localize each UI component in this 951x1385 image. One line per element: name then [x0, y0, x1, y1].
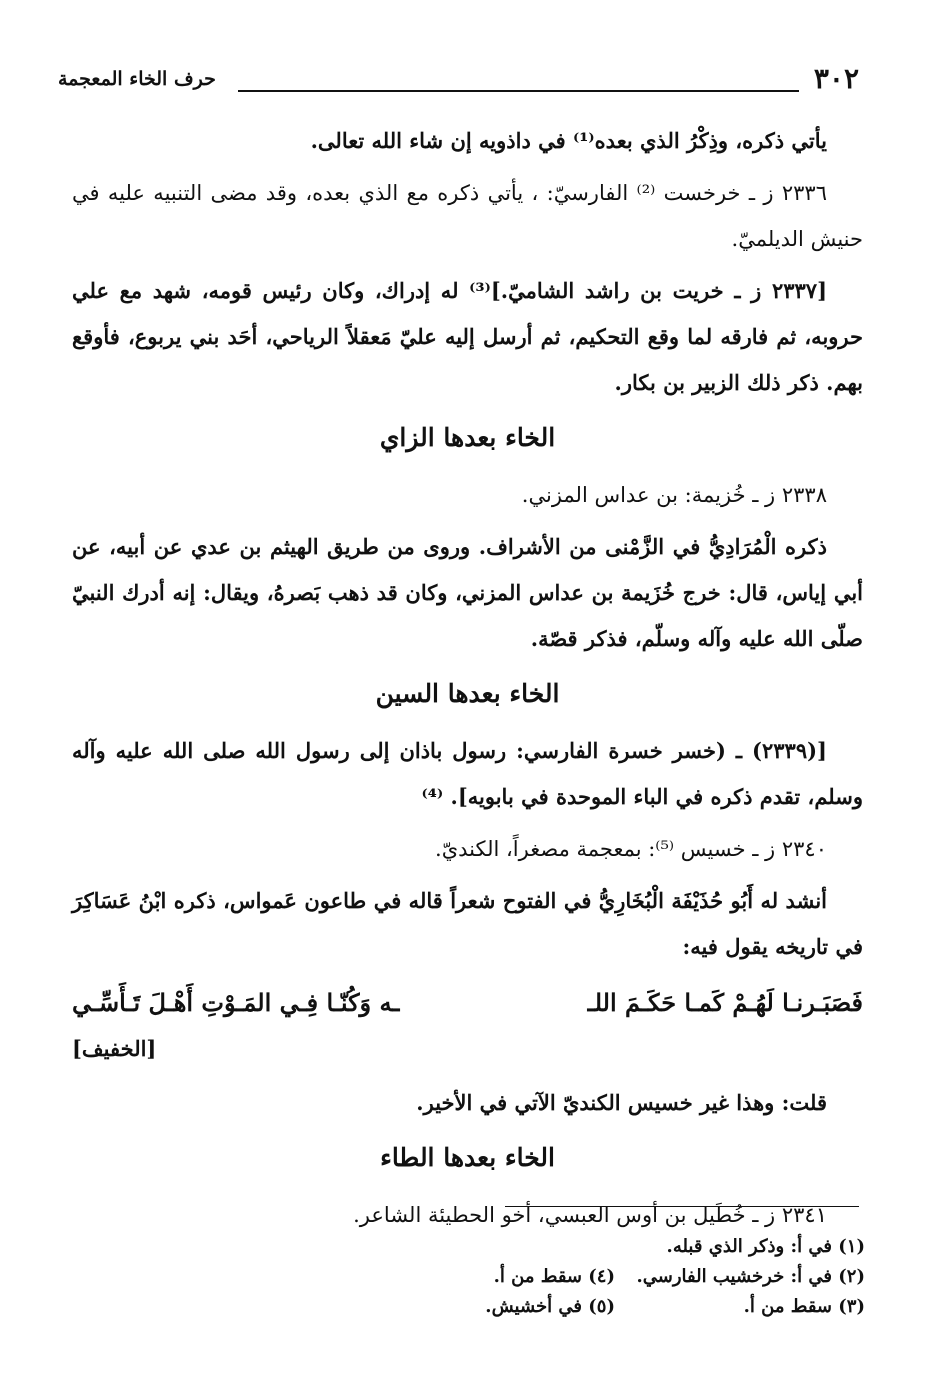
footnotes: [345, 1232, 865, 1322]
footnote-4: (٤) سقط من أ.: [493, 1266, 615, 1287]
footnote-3: (٣) سقط من أ.: [743, 1296, 865, 1317]
entry-2338-text: ذكره الْمُرَادِيُّ في الزَّمْنى من الأشراف. وروى من طريق الهيثم بن عدي عن أبيه، عن أبي إياس، قال: خرج خُزَيمة بن عداس المزني، وكان قد ذهب بَصرهُ، ويقال: إنه أدرك النبيّ صلّى الله عليه وآله وسلّم، فذكر قصّة.: [72, 534, 863, 651]
footnote-row: [345, 1292, 865, 1322]
entry-2340-text: أنشد له أَبُو حُذَيْفَة الْبُخَارِيُّ في الفتوح شعراً قاله في طاعون عَمواس، ذكره ابْنُ عَسَاكِرَ في تاريخه يقول فيه:: [72, 888, 863, 959]
footnote-row: [345, 1262, 865, 1292]
poetry-verse: [72, 980, 863, 1026]
entry-2339: [(٢٣٣٩) ـ (خسر خسرة الفارسي: رسول باذان إلى رسول الله صلى الله عليه وآله وسلم، تقدم ذكره في الباء الموحدة في بابويه]. ⁽⁴⁾: [72, 738, 863, 809]
paragraph-1: يأتي ذكره، وذِكْرُ الذي بعده⁽¹⁾ في داذويه إن شاء الله تعالى.: [310, 128, 827, 153]
section-heading-zay: الخاء بعدها الزاي: [379, 423, 556, 452]
entry-2336: ٢٣٣٦ ز ـ خرخست ⁽²⁾ الفارسيّ: ، يأتي ذكره مع الذي بعده، وقد مضى التنبيه عليه في حنيش الديلميّ.: [72, 181, 863, 251]
section-heading-ta: الخاء بعدها الطاء: [380, 1143, 555, 1172]
entry-2337: [٢٣٣٧ ز ـ خريت بن راشد الشاميّ.]⁽³⁾ له إدراك، وكان رئيس قومه، شهد مع علي حروبه، ثم فارقه لما وقع التحكيم، ثم أرسل إليه عليّ مَعقلاً الرياحي، أحَد بني يربوع، فأوقع بهم. ذكر ذلك الزبير بن بكار.: [72, 278, 863, 395]
entry-2338: ٢٣٣٨ ز ـ خُزيمة: بن عداس المزني.: [521, 483, 827, 507]
page-number: ٣٠٢: [813, 62, 859, 95]
comment-paragraph: قلت: وهذا غير خسيس الكنديّ الآتي في الأخير.: [416, 1090, 827, 1115]
section-heading-sin: الخاء بعدها السين: [375, 679, 560, 708]
header-rule: [238, 90, 799, 92]
poetic-meter: [الخفيف]: [72, 1036, 157, 1061]
entry-2341: ٢٣٤١ ز ـ خُطَيل بن أوس العبسي، أخو الحطيئة الشاعر.: [353, 1203, 827, 1227]
verse-first-hemistich: فَصَبَـرنـا لَهُـمْ كَمـا حَكَـمَ اللـ: [587, 988, 863, 1017]
entry-2340: ٢٣٤٠ ز ـ خسيس ⁽⁵⁾: بمعجمة مصغراً، الكنديّ.: [435, 837, 827, 861]
running-title: حرف الخاء المعجمة: [58, 68, 216, 90]
footnote-1: (١) في أ: وذكر الذي قبله.: [666, 1236, 865, 1257]
footnote-rule: [505, 1206, 859, 1207]
footnote-5: (٥) في أخشيش.: [485, 1296, 615, 1317]
main-text: [72, 118, 863, 1244]
verse-second-hemistich: ـه وَكُنّـا فِـي المَـوْتِ أَهْـلَ تَـأَسِّـي: [72, 988, 400, 1017]
footnote-2: (٢) في أ: خرخشيب الفارسي.: [636, 1266, 865, 1287]
page-header: [58, 62, 859, 102]
footnote-row: [345, 1232, 865, 1262]
